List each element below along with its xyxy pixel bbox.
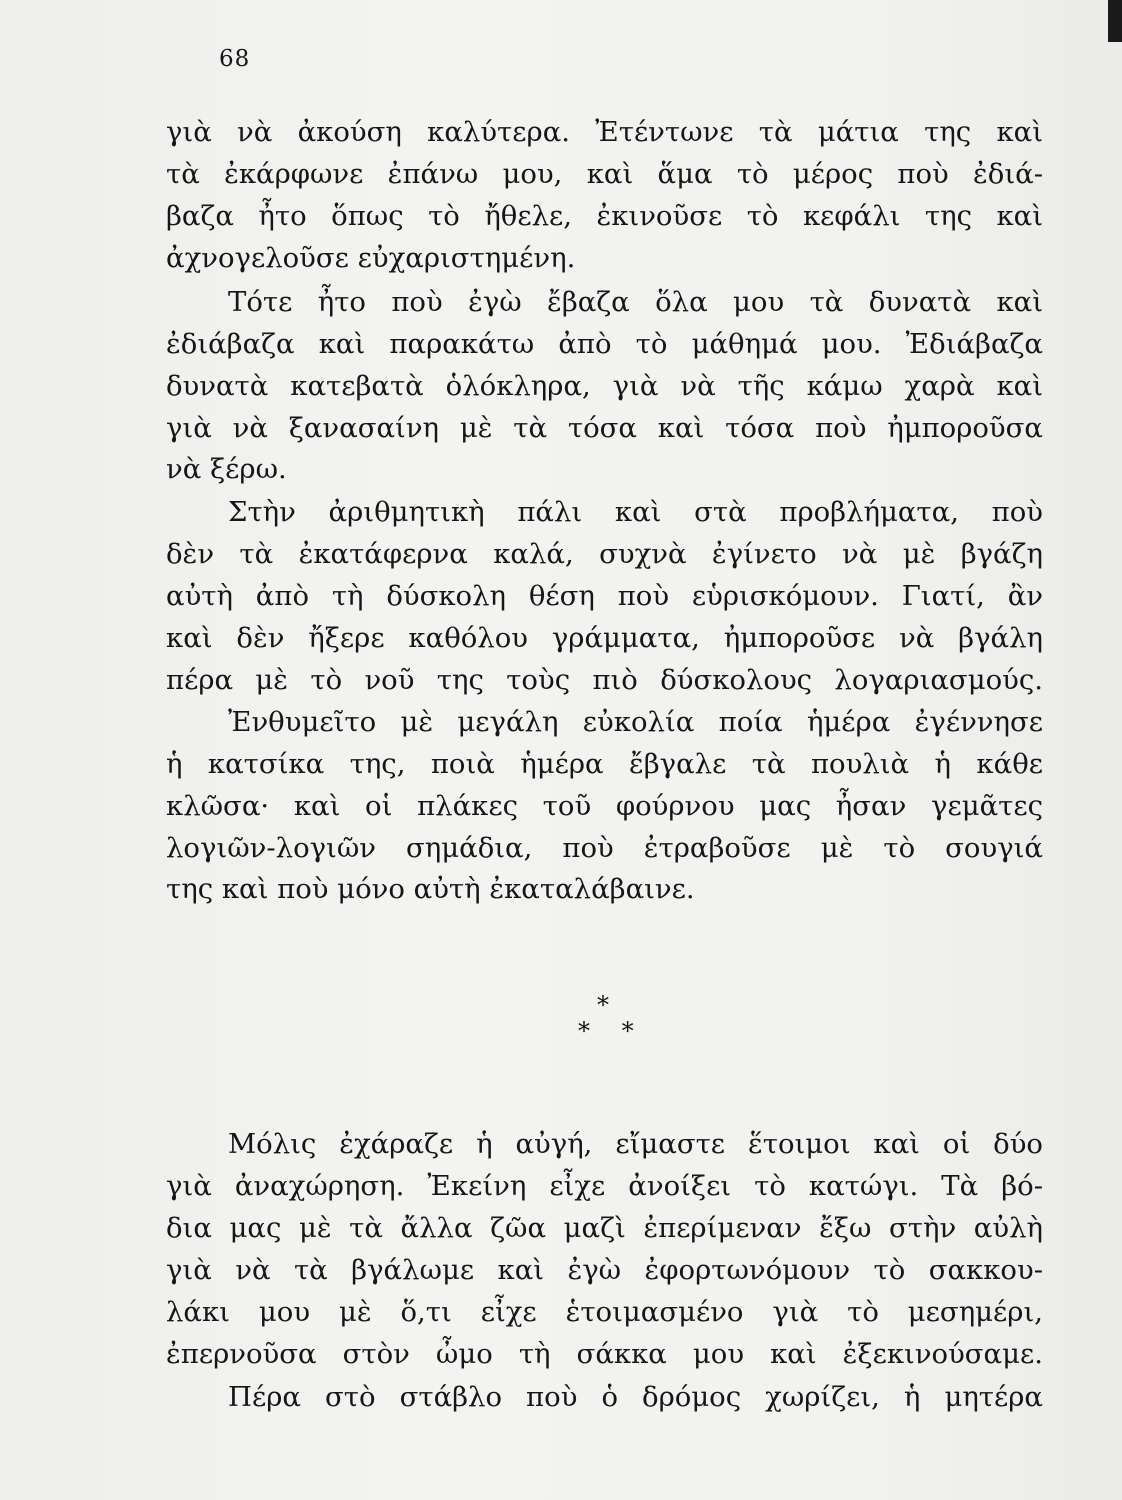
text-line: Στὴν ἀριθμητικὴ πάλι καὶ στὰ προβλήματα, ποὺ (228, 496, 1043, 528)
asterisk-bottom: * * (578, 1017, 646, 1045)
text-line: ἡ κατσίκα της, ποιὰ ἡμέρα ἔβγαλε τὰ πουλιὰ ἡ κάθε (166, 748, 1043, 780)
text-line: αὐτὴ ἀπὸ τὴ δύσκολη θέση ποὺ εὑρισκόμουν. Γιατί, ἂν (166, 580, 1043, 612)
text-line: νὰ ξέρω. (166, 453, 287, 485)
text-line: δὲν τὰ ἐκατάφερνα καλά, συχνὰ ἐγίνετο νὰ μὲ βγάζη (166, 538, 1043, 570)
page-number: 68 (219, 46, 251, 72)
text-line: γιὰ νὰ τὰ βγάλωμε καὶ ἐγὼ ἐφορτωνόμουν τὸ σακκου- (166, 1254, 1043, 1286)
asterisk-top: * (597, 991, 609, 1019)
text-line: γιὰ νὰ ἀκούση καλύτερα. Ἐτέντωνε τὰ μάτια της καὶ (166, 116, 1043, 148)
text-line: Πέρα στὸ στάβλο ποὺ ὁ δρόμος χωρίζει, ἡ μητέρα (228, 1381, 1043, 1413)
text-line: ἐδιάβαζα καὶ παρακάτω ἀπὸ τὸ μάθημά μου. Ἐδιάβαζα (166, 328, 1043, 360)
text-line: δια μας μὲ τὰ ἄλλα ζῶα μαζὶ ἐπερίμεναν ἔξω στὴν αὐλὴ (166, 1212, 1043, 1244)
text-line: ἀχνογελοῦσε εὐχαριστημένη. (166, 242, 576, 274)
text-line: ἐπερνοῦσα στὸν ὦμο τὴ σάκκα μου καὶ ἐξεκινούσαμε. (166, 1338, 1043, 1370)
text-line: πέρα μὲ τὸ νοῦ της τοὺς πιὸ δύσκολους λογαριασμούς. (166, 664, 1043, 696)
text-line: γιὰ νὰ ξανασαίνη μὲ τὰ τόσα καὶ τόσα ποὺ ἠμποροῦσα (166, 412, 1043, 444)
text-line: βαζα ἦτο ὅπως τὸ ἤθελε, ἐκινοῦσε τὸ κεφάλι της καὶ (166, 200, 1043, 232)
text-line: Τότε ἦτο ποὺ ἐγὼ ἔβαζα ὅλα μου τὰ δυνατὰ καὶ (228, 286, 1043, 318)
text-line: λογιῶν-λογιῶν σημάδια, ποὺ ἐτραβοῦσε μὲ τὸ σουγιά (166, 832, 1043, 864)
text-line: τὰ ἐκάρφωνε ἐπάνω μου, καὶ ἅμα τὸ μέρος ποὺ ἐδιά- (166, 158, 1043, 190)
text-line: δυνατὰ κατεβατὰ ὁλόκληρα, γιὰ νὰ τῆς κάμω χαρὰ καὶ (166, 370, 1043, 402)
text-line: γιὰ ἀναχώρηση. Ἐκείνη εἶχε ἀνοίξει τὸ κατώγι. Τὰ βό- (166, 1170, 1043, 1202)
text-line: της καὶ ποὺ μόνο αὐτὴ ἐκαταλάβαινε. (166, 873, 695, 905)
text-line: λάκι μου μὲ ὅ,τι εἶχε ἑτοιμασμένο γιὰ τὸ μεσημέρι, (166, 1296, 1043, 1328)
text-line: καὶ δὲν ἤξερε καθόλου γράμματα, ἠμποροῦσε νὰ βγάλη (166, 622, 1043, 654)
text-line: Ἐνθυμεῖτο μὲ μεγάλη εὐκολία ποία ἡμέρα ἐγέννησε (228, 706, 1043, 738)
scan-edge-mark (1108, 0, 1122, 42)
text-line: Μόλις ἐχάραζε ἡ αὐγή, εἴμαστε ἕτοιμοι καὶ οἱ δύο (228, 1128, 1043, 1160)
text-line: κλῶσα· καὶ οἱ πλάκες τοῦ φούρνου μας ἦσαν γεμᾶτες (166, 790, 1043, 822)
